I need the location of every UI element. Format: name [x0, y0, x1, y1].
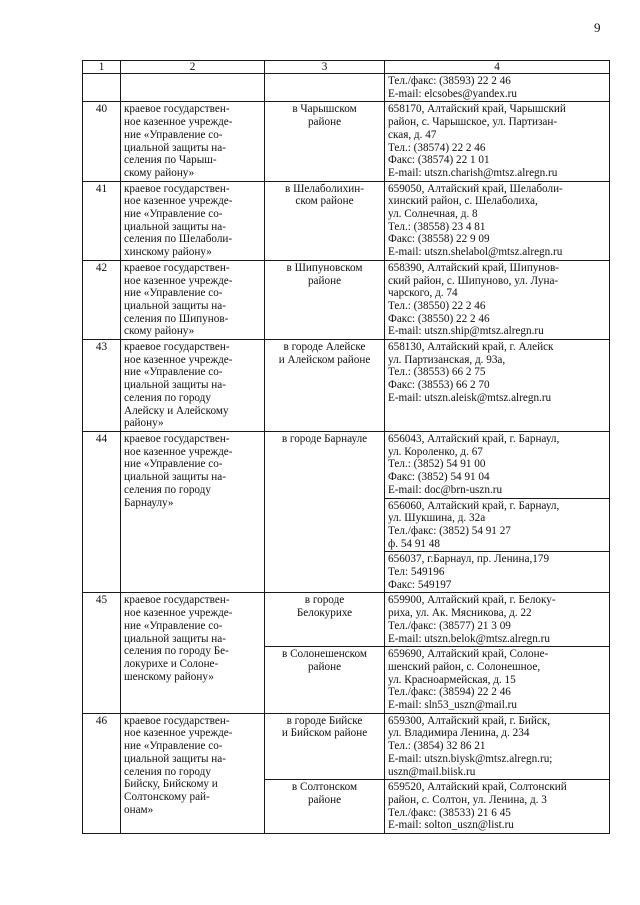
text-line: 658130, Алтайский край, г. Алейск [388, 341, 554, 354]
text-line: селения по городу Бе- [124, 645, 229, 658]
contacts-cell [385, 713, 610, 780]
table-row-continuation [83, 74, 610, 102]
table-row [83, 593, 610, 647]
text-line: Тел./факс: (38577) 21 3 09 [388, 619, 511, 632]
text-line: шенский район, с. Солонешное, [388, 660, 541, 673]
organization-cell [121, 713, 265, 833]
text-line: ф. 54 91 48 [388, 537, 440, 550]
text-line: ние «Управление со- [124, 740, 223, 753]
text-line: краевое государствен- [124, 261, 230, 274]
organization-cell [121, 181, 265, 260]
organization-cell [121, 431, 265, 592]
number-cell [83, 74, 121, 102]
text-line: 659520, Алтайский край, Солтонский [388, 781, 567, 794]
text-line: E-mail: utszn.ship@mtsz.alregn.ru [388, 325, 544, 338]
text-line: ул. Красноармейская, д. 15 [388, 673, 516, 686]
text-line: краевое государствен- [124, 182, 230, 195]
text-line: району» [124, 417, 164, 430]
text-line: E-mail: utszn.shelabol@mtsz.alregn.ru [388, 246, 563, 259]
contacts-cell [385, 74, 610, 102]
text-line: Тел.: (3852) 54 91 00 [388, 458, 486, 471]
text-line: uszn@mail.biisk.ru [388, 765, 476, 778]
text-line: 656043, Алтайский край, г. Барнаул, [388, 432, 560, 445]
table-row [83, 340, 610, 432]
text-line: районе [307, 660, 342, 673]
text-line: хинскому району» [124, 246, 212, 259]
text-line: Тел./факс: (3852) 54 91 27 [388, 524, 511, 537]
text-line: ском районе [295, 195, 354, 208]
text-line: ние «Управление со- [124, 287, 223, 300]
text-line: Факс: (38553) 66 2 70 [388, 379, 490, 392]
text-line: селения по городу [124, 765, 211, 778]
number-cell: 46 [83, 713, 121, 833]
text-line: район, с. Чарышское, ул. Партизан- [388, 116, 558, 129]
text-line: E-mail: utszn.belok@mtsz.alregn.ru [388, 632, 550, 645]
area-cell [265, 647, 385, 714]
text-line: районе [307, 274, 342, 287]
text-line: селения по Чарыш- [124, 154, 217, 167]
organization-cell [121, 102, 265, 181]
page-number: 9 [594, 20, 601, 35]
text-line: ное казенное учрежде- [124, 274, 233, 287]
text-line: ул. Шукшина, д. 32а [388, 512, 486, 525]
text-line: ное казенное учрежде- [124, 607, 233, 620]
number-cell: 41 [83, 181, 121, 260]
number-cell: 40 [83, 102, 121, 181]
text-line: ул. Солнечная, д. 8 [388, 208, 478, 221]
text-line: E-mail: utszn.charish@mtsz.alregn.ru [388, 166, 558, 179]
area-cell [265, 340, 385, 432]
text-line: ул. Партизанская, д. 93а, [388, 353, 506, 366]
text-line: Тел.: (38574) 22 2 46 [388, 141, 486, 154]
text-line: 656060, Алтайский край, г. Барнаул, [388, 499, 560, 512]
contacts-cell [385, 780, 610, 834]
text-line: Факс: 549197 [388, 578, 452, 591]
text-line: циальной защиты на- [124, 471, 226, 484]
text-line: Факс: (3852) 54 91 04 [388, 471, 490, 484]
text-line: Тел: 549196 [388, 566, 445, 579]
organization-cell [121, 340, 265, 432]
area-cell [265, 181, 385, 260]
text-line: в Чарышском [292, 103, 357, 116]
text-line: Тел.: (38550) 22 2 46 [388, 299, 486, 312]
text-line: циальной защиты на- [124, 220, 226, 233]
text-line: Тел.: (38558) 23 4 81 [388, 220, 486, 233]
organization-cell [121, 593, 265, 713]
contacts-cell [385, 647, 610, 714]
text-line: ул. Короленко, д. 67 [388, 445, 483, 458]
area-cell [265, 74, 385, 102]
text-line: 658390, Алтайский край, Шипунов- [388, 261, 559, 274]
number-cell: 42 [83, 260, 121, 339]
table-row [83, 260, 610, 339]
text-line: Тел.: (3854) 32 86 21 [388, 740, 486, 753]
contacts-cell [385, 593, 610, 647]
table-row [83, 431, 610, 498]
text-line: циальной защиты на- [124, 379, 226, 392]
text-line: Тел./факс: (38593) 22 2 46 [388, 75, 511, 87]
text-line: 656037, г.Барнаул, пр. Ленина,179 [388, 553, 550, 566]
text-line: ние «Управление со- [124, 458, 223, 471]
text-line: селения по Шипунов- [124, 312, 229, 325]
text-line: ное казенное учрежде- [124, 353, 233, 366]
contacts-cell [385, 498, 610, 552]
header-cell-organization: 2 [121, 61, 265, 74]
text-line: в Солонешенском [282, 648, 367, 661]
text-line: E-mail: utszn.biysk@mtsz.alregn.ru; [388, 752, 553, 765]
text-line: ное казенное учрежде- [124, 195, 233, 208]
text-line: и Бийском районе [281, 727, 368, 740]
header-cell-contacts: 4 [385, 61, 610, 74]
text-line: Солтонскому рай- [124, 790, 210, 803]
table-header-row [83, 61, 610, 74]
text-line: Факс: (38574) 22 1 01 [388, 154, 490, 167]
text-line: в городе Барнауле [281, 432, 368, 445]
text-line: хинский район, с. Шелаболиха, [388, 195, 538, 208]
area-cell [265, 713, 385, 780]
text-line: ние «Управление со- [124, 619, 223, 632]
text-line: циальной защиты на- [124, 141, 226, 154]
contacts-cell [385, 431, 610, 498]
number-cell: 45 [83, 593, 121, 713]
text-line: скому району» [124, 325, 195, 338]
text-line: краевое государствен- [124, 103, 230, 116]
table-row [83, 181, 610, 260]
text-line: краевое государствен- [124, 432, 230, 445]
text-line: в городе Бийске [286, 714, 363, 727]
text-line: Тел./факс: (38533) 21 6 45 [388, 806, 511, 819]
text-line: Белокурихе [296, 607, 353, 620]
text-line: ное казенное учрежде- [124, 116, 233, 129]
text-line: ул. Владимира Ленина, д. 234 [388, 727, 530, 740]
area-cell [265, 780, 385, 834]
text-line: в Шелаболихин- [285, 182, 364, 195]
text-line: онам» [124, 803, 154, 816]
area-cell [265, 431, 385, 592]
text-line: локурихе и Солоне- [124, 657, 219, 670]
text-line: и Алейском районе [278, 353, 371, 366]
organizations-table [82, 60, 610, 834]
text-line: циальной защиты на- [124, 632, 226, 645]
contacts-cell [385, 181, 610, 260]
organization-cell [121, 260, 265, 339]
text-line: E-mail: doc@brn-uszn.ru [388, 483, 503, 496]
text-line: 659050, Алтайский край, Шелаболи- [388, 182, 563, 195]
text-line: E-mail: elcsobes@yandex.ru [388, 87, 517, 100]
text-line: шенскому району» [124, 670, 214, 683]
text-line: селения по Шелаболи- [124, 233, 233, 246]
text-line: Тел.: (38553) 66 2 75 [388, 366, 486, 379]
header-cell-area: 3 [265, 61, 385, 74]
text-line: E-mail: sln53_uszn@mail.ru [388, 699, 517, 712]
text-line: районе [307, 116, 342, 129]
table-row [83, 102, 610, 181]
text-line: Бийску, Бийскому и [124, 778, 218, 791]
contacts-cell [385, 102, 610, 181]
text-line: селения по городу [124, 483, 211, 496]
text-line: ное казенное учрежде- [124, 445, 233, 458]
text-line: 659300, Алтайский край, г. Бийск, [388, 714, 551, 727]
text-line: ное казенное учрежде- [124, 727, 233, 740]
area-cell [265, 102, 385, 181]
contacts-cell [385, 260, 610, 339]
text-line: район, с. Солтон, ул. Ленина, д. 3 [388, 793, 547, 806]
text-line: ние «Управление со- [124, 128, 223, 141]
text-line: ская, д. 47 [388, 128, 437, 141]
text-line: краевое государствен- [124, 594, 230, 607]
number-cell: 44 [83, 431, 121, 592]
text-line: Барнаулу» [124, 496, 174, 509]
contacts-cell [385, 340, 610, 432]
text-line: районе [307, 793, 342, 806]
text-line: Тел./факс: (38594) 22 2 46 [388, 686, 511, 699]
text-line: Факс: (38558) 22 9 09 [388, 233, 490, 246]
text-line: риха, ул. Ак. Мясникова, д. 22 [388, 607, 532, 620]
text-line: в городе [304, 594, 345, 607]
text-line: ние «Управление со- [124, 208, 223, 221]
table-body [83, 61, 610, 834]
text-line: циальной защиты на- [124, 299, 226, 312]
text-line: E-mail: utszn.aleisk@mtsz.alregn.ru [388, 391, 552, 404]
area-cell [265, 260, 385, 339]
number-cell: 43 [83, 340, 121, 432]
text-line: Факс: (38550) 22 2 46 [388, 312, 490, 325]
contacts-cell [385, 552, 610, 593]
text-line: циальной защиты на- [124, 752, 226, 765]
text-line: в Солтонском [291, 781, 358, 794]
table-row [83, 713, 610, 780]
text-line: краевое государствен- [124, 341, 230, 354]
text-line: чарского, д. 74 [388, 287, 458, 300]
text-line: Алейску и Алейскому [124, 404, 229, 417]
organization-cell [121, 74, 265, 102]
text-line: скому району» [124, 166, 195, 179]
text-line: ский район, с. Шипуново, ул. Луна- [388, 274, 559, 287]
text-line: в Шипуновском [286, 261, 363, 274]
text-line: селения по городу [124, 391, 211, 404]
text-line: 658170, Алтайский край, Чарышский [388, 103, 566, 116]
text-line: в городе Алейске [283, 341, 366, 354]
text-line: 659900, Алтайский край, г. Белоку- [388, 594, 556, 607]
area-cell [265, 593, 385, 647]
text-line: краевое государствен- [124, 714, 230, 727]
text-line: E-mail: solton_uszn@list.ru [388, 819, 514, 832]
header-cell-number: 1 [83, 61, 121, 74]
text-line: 659690, Алтайский край, Солоне- [388, 648, 549, 661]
text-line: ние «Управление со- [124, 366, 223, 379]
